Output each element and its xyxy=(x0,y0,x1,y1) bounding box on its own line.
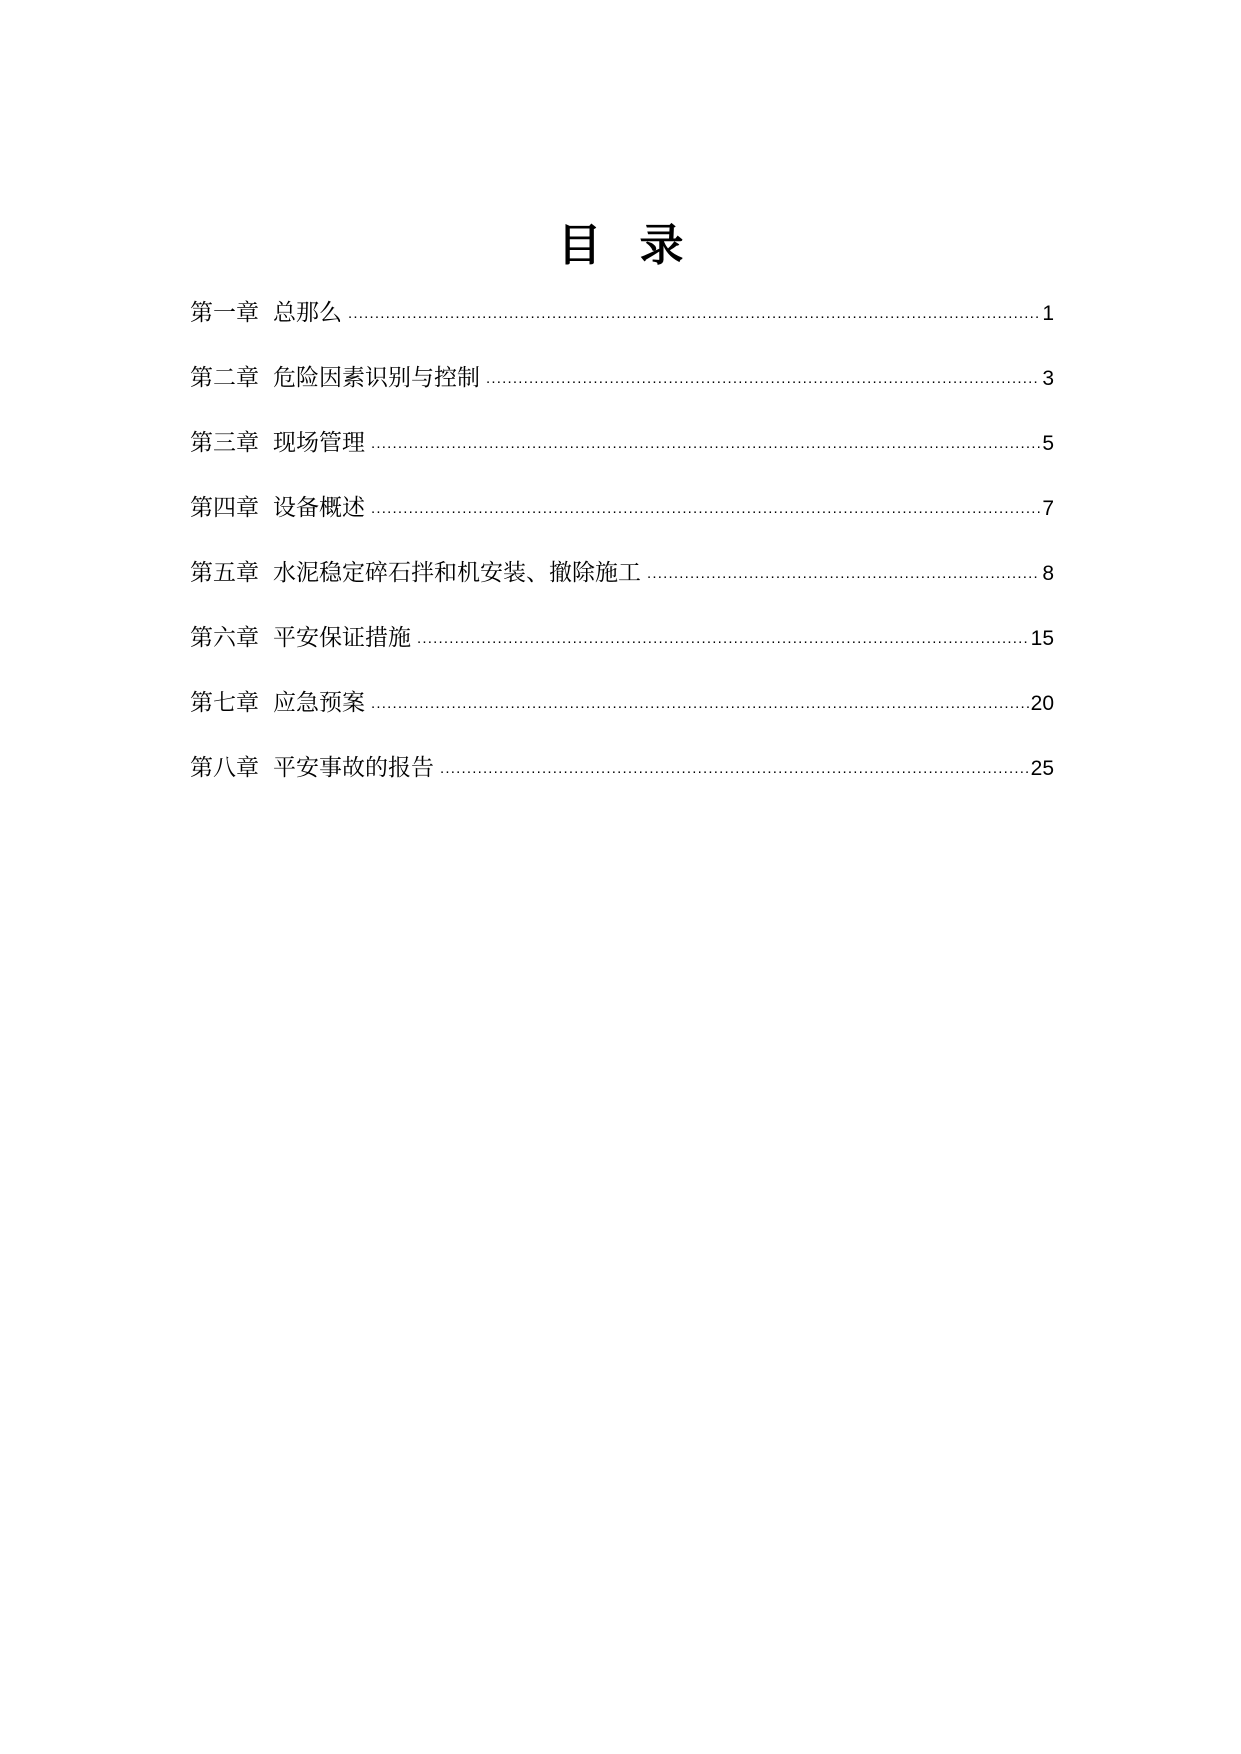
toc-entry-6[interactable] xyxy=(190,613,1054,678)
toc-entry-2[interactable] xyxy=(190,353,1054,418)
page-number: 7 xyxy=(1042,497,1054,520)
table-of-contents xyxy=(190,288,1054,808)
chapter-title: 水泥稳定碎石拌和机安装、撤除施工 xyxy=(273,560,641,586)
dot-leader xyxy=(647,549,1040,599)
page-number: 3 xyxy=(1042,367,1054,390)
toc-entry-7[interactable] xyxy=(190,678,1054,743)
chapter-title: 设备概述 xyxy=(273,495,365,521)
chapter-label: 第五章 xyxy=(190,560,259,586)
page-number: 5 xyxy=(1042,432,1054,455)
chapter-title: 总那么 xyxy=(273,300,342,326)
dot-leader xyxy=(371,419,1040,469)
chapter-title: 现场管理 xyxy=(273,430,365,456)
chapter-title: 危险因素识别与控制 xyxy=(273,365,480,391)
chapter-label: 第三章 xyxy=(190,430,259,456)
toc-entry-4[interactable] xyxy=(190,483,1054,548)
chapter-title: 应急预案 xyxy=(273,690,365,716)
toc-title: 目录 xyxy=(557,220,722,271)
chapter-title: 平安事故的报告 xyxy=(273,755,434,781)
page-number: 1 xyxy=(1042,302,1054,325)
toc-entry-3[interactable] xyxy=(190,418,1054,483)
dot-leader xyxy=(348,289,1040,339)
page-number: 20 xyxy=(1030,692,1054,715)
dot-leader xyxy=(371,484,1040,534)
dot-leader xyxy=(440,744,1029,794)
page-number: 15 xyxy=(1030,627,1054,650)
chapter-label: 第一章 xyxy=(190,300,259,326)
chapter-label: 第四章 xyxy=(190,495,259,521)
page-number: 8 xyxy=(1042,562,1054,585)
dot-leader xyxy=(371,679,1029,729)
dot-leader xyxy=(417,614,1029,664)
dot-leader xyxy=(486,354,1040,404)
chapter-label: 第七章 xyxy=(190,690,259,716)
toc-entry-5[interactable] xyxy=(190,548,1054,613)
toc-entry-1[interactable] xyxy=(190,288,1054,353)
chapter-label: 第二章 xyxy=(190,365,259,391)
chapter-label: 第六章 xyxy=(190,625,259,651)
chapter-title: 平安保证措施 xyxy=(273,625,411,651)
chapter-label: 第八章 xyxy=(190,755,259,781)
toc-entry-8[interactable] xyxy=(190,743,1054,808)
page-number: 25 xyxy=(1030,757,1054,780)
